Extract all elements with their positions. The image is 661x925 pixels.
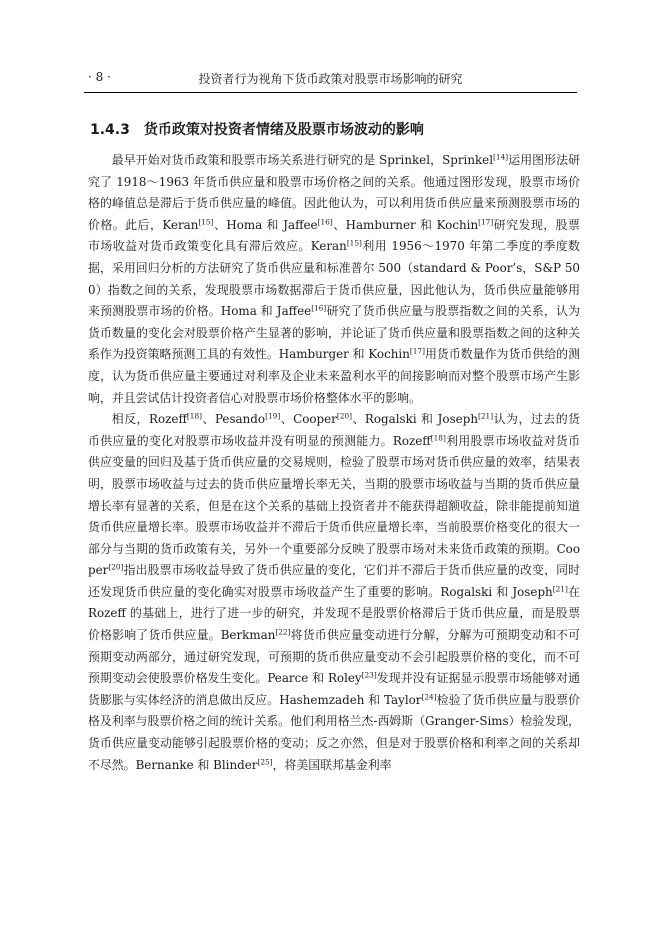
text-run: 研究发现，股票市场收益对货币政策变化具有滞后效应。Keran	[88, 217, 580, 254]
citation-ref: [20]	[108, 562, 124, 572]
text-run: 、Homa 和 Jaffee	[213, 217, 318, 232]
text-run: 指出股票市场收益导致了货币供应量的变化，它们并不滞后于货币供应量的改变，同时还发现货币供应量的变化确实对股票市场收益产生了重要的影响。Rogalski 和 Joseph	[88, 563, 580, 599]
text-run: 运用图形法研究了 1918～1963 年货币供应量和股票市场价格之间的关系。他通过图形发现，股票市场价格的峰值总是滞后于货币供应量的峰值。因此他认为，可以利用货币供应量来预测股票市场的价格。此后，Keran	[88, 153, 580, 232]
citation-ref: [14]	[493, 152, 509, 162]
text-run: 发现并没有证据显示股票市场能够对通货膨胀与实体经济的消息做出反应。Hashemzadeh 和 Taylor	[88, 671, 580, 707]
text-run: ，将美国联邦基金利率	[272, 757, 392, 772]
paragraph	[88, 150, 580, 409]
header-rule	[84, 92, 577, 93]
text-run: 研究了货币供应量与股票指数之间的关系，认为货币数量的变化会对股票价格产生显著的影响，并论证了货币供应量和股票指数之间的这种关系作为投资策略预测工具的有效性。Hamburger 和 Kochin	[88, 304, 580, 362]
text-run: 检验了货币供应量与股票价格及利率与股票价格之间的统计关系。他们利用格兰杰-西姆斯（Granger-Sims）检验发现，货币供应量变动能够引起股票价格的变动；反之亦然，但是对于股票价格和利率之间的关系却不尽然。Bernanke 和 Blinder	[88, 692, 580, 772]
text-run: 利用股票市场收益对货币供应变量的回归及基于货币供应量的交易规则，检验了股票市场对货币供应量的效率，结果表明，股票市场收益与过去的货币供应量增长率无关，当期的股票市场收益与当期的货币供应量增长率有显著的关系，但是在这个关系的基础上投资者并不能获得超额收益，除非能提前知道货币供应量增长率。股票市场收益并不滞后于货币供应量增长率，当前股票价格变化的很大一部分与当期的货币政策有关，另外一个重要部分反映了股票市场对未来货币政策的预期。Cooper	[88, 433, 580, 578]
citation-ref: [21]	[478, 411, 494, 421]
running-title: 投资者行为视角下货币政策对股票市场影响的研究	[198, 72, 463, 86]
citation-ref: [15]	[198, 217, 214, 227]
citation-ref: [18]	[430, 433, 446, 443]
text-run: 最早开始对货币政策和股票市场关系进行研究的是 Sprinkel，Sprinkel	[111, 153, 494, 167]
citation-ref: [20]	[336, 411, 352, 421]
citation-ref: [15]	[346, 238, 362, 248]
section-number: 1.4.3	[90, 122, 130, 138]
page-number: · 8 ·	[88, 70, 111, 84]
citation-ref: [16]	[317, 217, 333, 227]
citation-ref: [24]	[421, 692, 437, 702]
body-text	[88, 150, 580, 776]
text-run: 认为，过去的货币供应量的变化对股票市场收益并没有明显的预测能力。Rozeff	[88, 412, 580, 448]
text-run: 利用 1956～1970 年第二季度的季度数据，采用回归分析的方法研究了货币供应量和标准普尔 500（standard & Poor’s，S&P 500）指数之间的关系，发现股票市场数据滞后于货币供应量，因此他认为，货币供应量能够用来预测股票市场的价格。Homa 和 Jaffee	[88, 239, 580, 319]
citation-ref: [17]	[409, 346, 425, 356]
citation-ref: [22]	[275, 627, 291, 637]
section-heading	[90, 119, 424, 139]
citation-ref: [16]	[311, 303, 327, 313]
text-run: 、Rogalski 和 Joseph	[351, 412, 478, 427]
citation-ref: [18]	[186, 411, 203, 421]
text-run: 、Cooper	[280, 412, 337, 427]
text-run: 、Hamburner 和 Kochin	[332, 217, 479, 232]
text-run: 相反，Rozeff	[111, 412, 187, 427]
text-run: 用货币数量作为货币供给的测度，认为货币供应量主要通过对利率及企业未来盈利水平的间接影响而对整个股票市场产生影响，并且尝试估计投资者信心对股票市场价格整体水平的影响。	[88, 347, 580, 405]
text-run: 在 Rozeff 的基础上，进行了进一步的研究，并发现不是股票价格滞后于货币供应量，而是股票价格影响了货币供应量。Berkman	[88, 584, 580, 643]
citation-ref: [21]	[552, 584, 568, 594]
citation-ref: [19]	[265, 411, 281, 421]
text-run: 将货币供应量变动进行分解，分解为可预期变动和不可预期变动两部分，通过研究发现，可预期的货币供应量变动不会引起股票价格的变化，而不可预期变动会使股票价格发生变化。Pearce 和 Roley	[88, 628, 580, 686]
citation-ref: [17]	[478, 217, 494, 227]
text-run: 、Pesando	[202, 412, 266, 427]
citation-ref: [23]	[361, 670, 377, 680]
citation-ref: [25]	[257, 757, 273, 767]
running-header	[84, 66, 577, 90]
section-title: 货币政策对投资者情绪及股票市场波动的影响	[143, 122, 424, 138]
paragraph	[88, 409, 580, 776]
